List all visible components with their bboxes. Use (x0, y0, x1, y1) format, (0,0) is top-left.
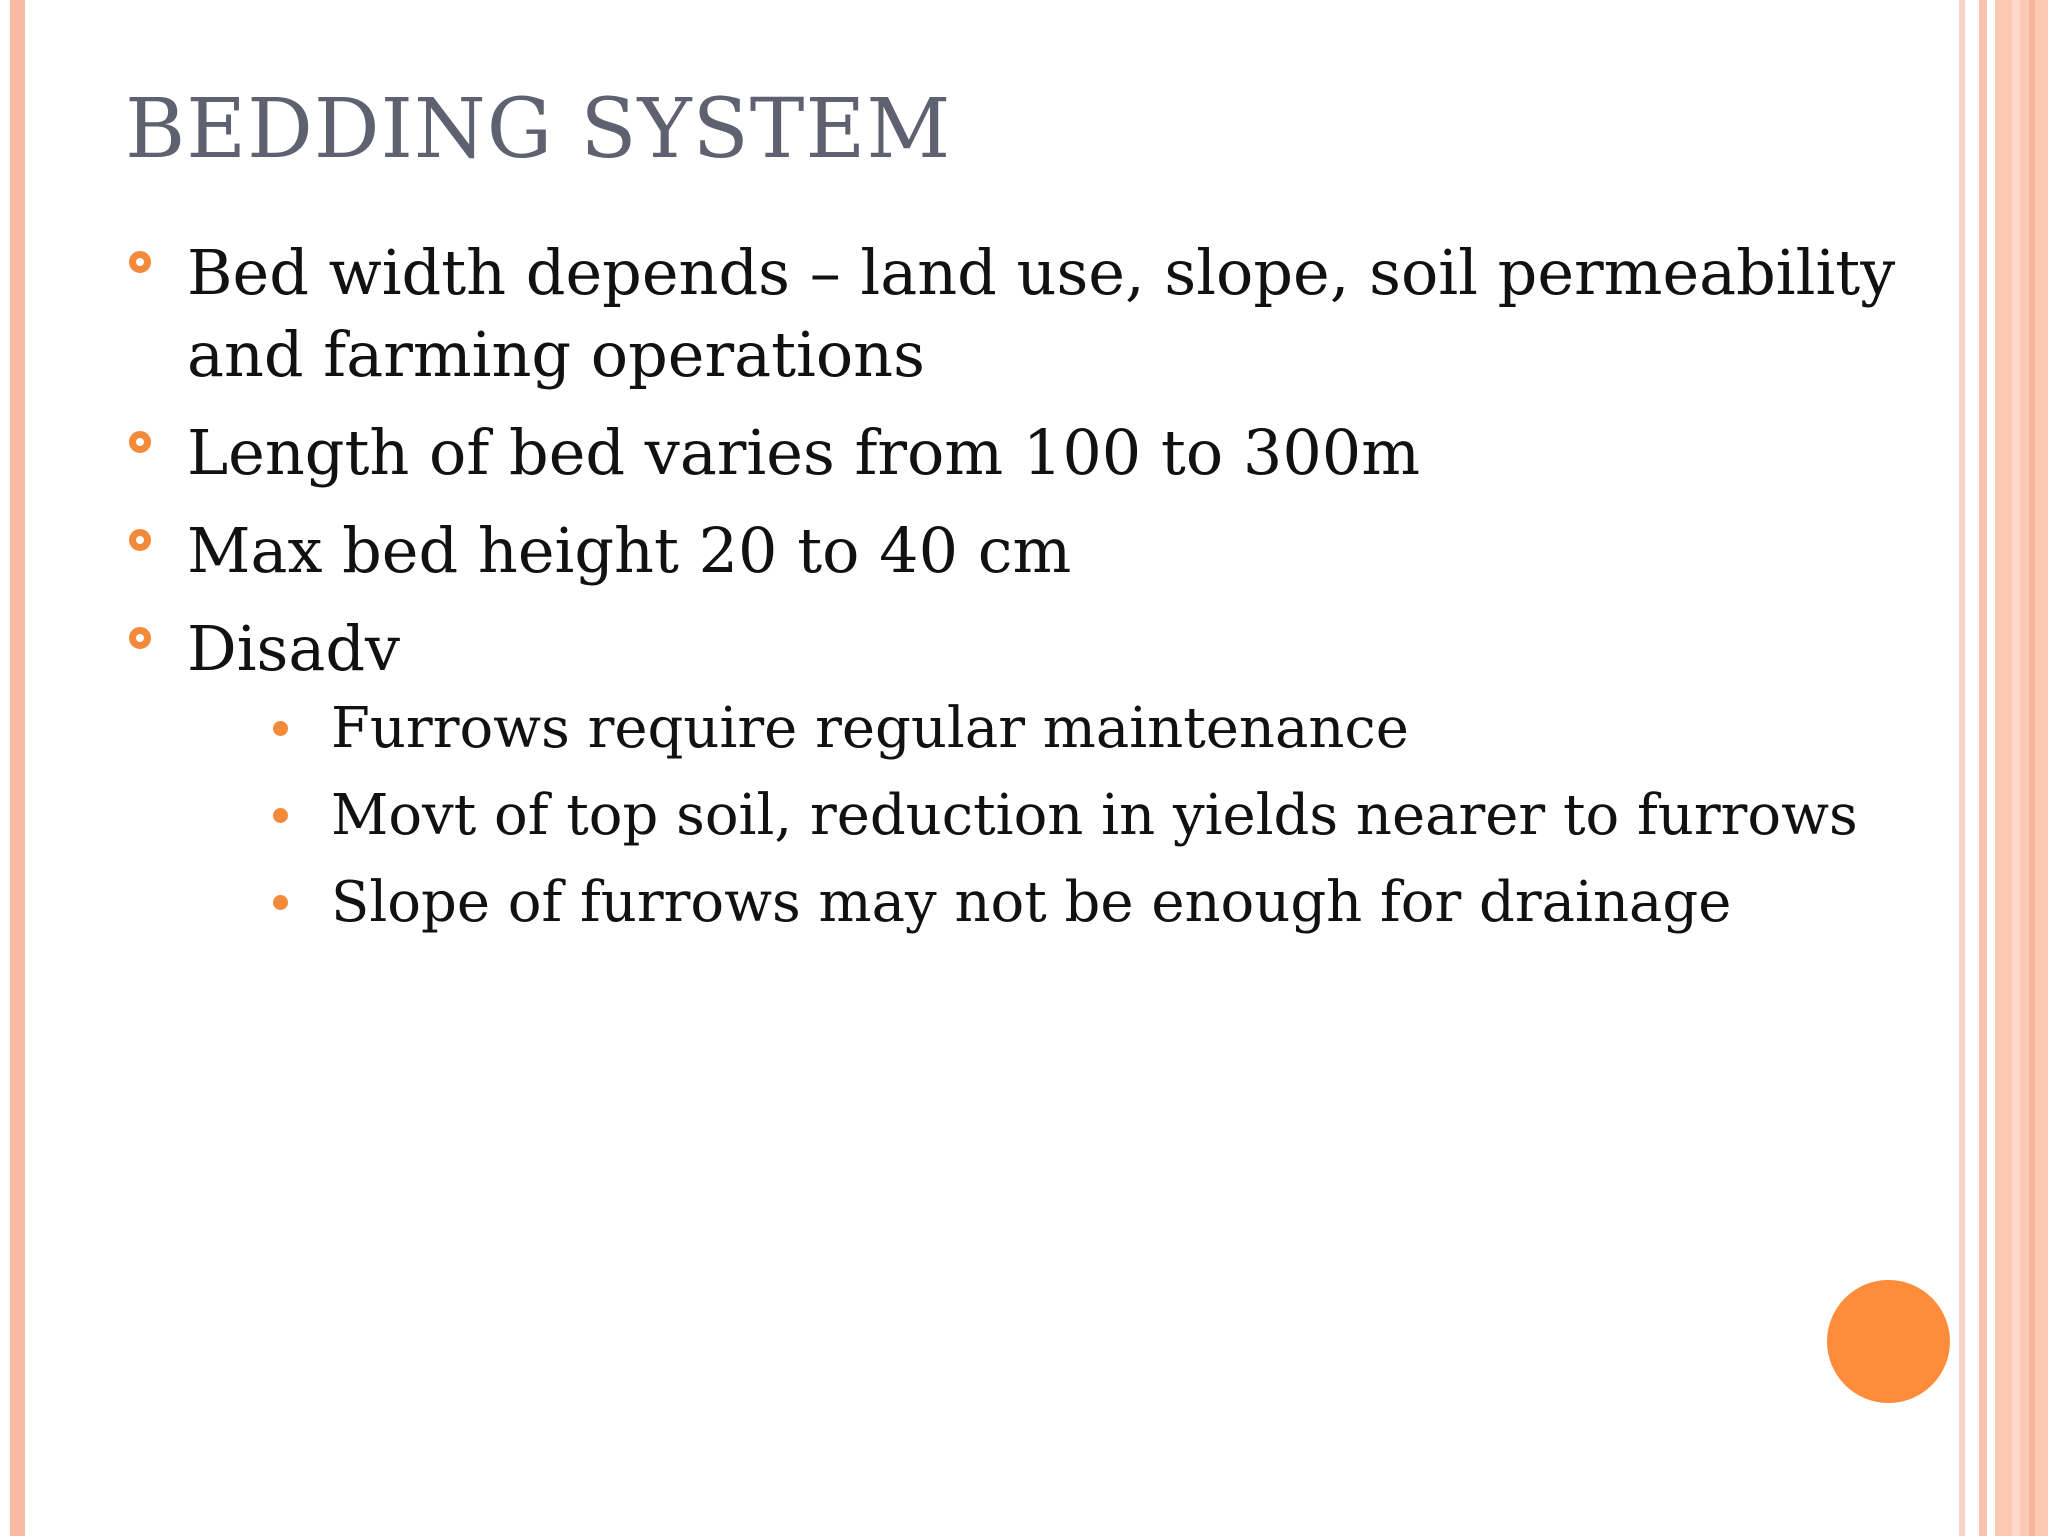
bullet-item (125, 412, 1905, 494)
bullet-text: Bed width depends – land use, slope, soil permeability and farming operations (187, 236, 1896, 391)
bullet-text: Disadv (187, 612, 401, 685)
sub-bullet-text: Movt of top soil, reduction in yields nearer to furrows (331, 783, 1858, 848)
dot-bullet-icon (273, 808, 288, 823)
sub-bullet-text: Slope of furrows may not be enough for drainage (331, 870, 1732, 935)
ring-bullet-icon (129, 627, 151, 649)
bullet-list (125, 232, 1905, 955)
right-border-stripe (2029, 0, 2035, 1536)
sub-bullet-list (269, 694, 1905, 938)
dot-bullet-icon (273, 895, 288, 910)
slide-title: BEDDING SYSTEM (125, 82, 952, 177)
ring-bullet-icon (129, 431, 151, 453)
right-border-stripe (2012, 0, 2020, 1536)
orange-circle-decoration (1827, 1280, 1950, 1403)
ring-bullet-icon (129, 529, 151, 551)
sub-bullet-item (269, 694, 1905, 764)
right-border-stripe (1979, 0, 1987, 1536)
bullet-item (125, 510, 1905, 592)
bullet-text: Length of bed varies from 100 to 300m (187, 416, 1421, 489)
bullet-item (125, 232, 1905, 396)
sub-bullet-text: Furrows require regular maintenance (331, 696, 1409, 761)
bullet-text: Max bed height 20 to 40 cm (187, 514, 1072, 587)
right-border-stripe (1995, 0, 2048, 1536)
ring-bullet-icon (129, 251, 151, 273)
right-border-stripe (1959, 0, 1965, 1536)
sub-bullet-item (269, 868, 1905, 938)
dot-bullet-icon (273, 721, 288, 736)
sub-bullet-item (269, 781, 1905, 851)
bullet-item (125, 608, 1905, 938)
left-border-stripe (10, 0, 25, 1536)
